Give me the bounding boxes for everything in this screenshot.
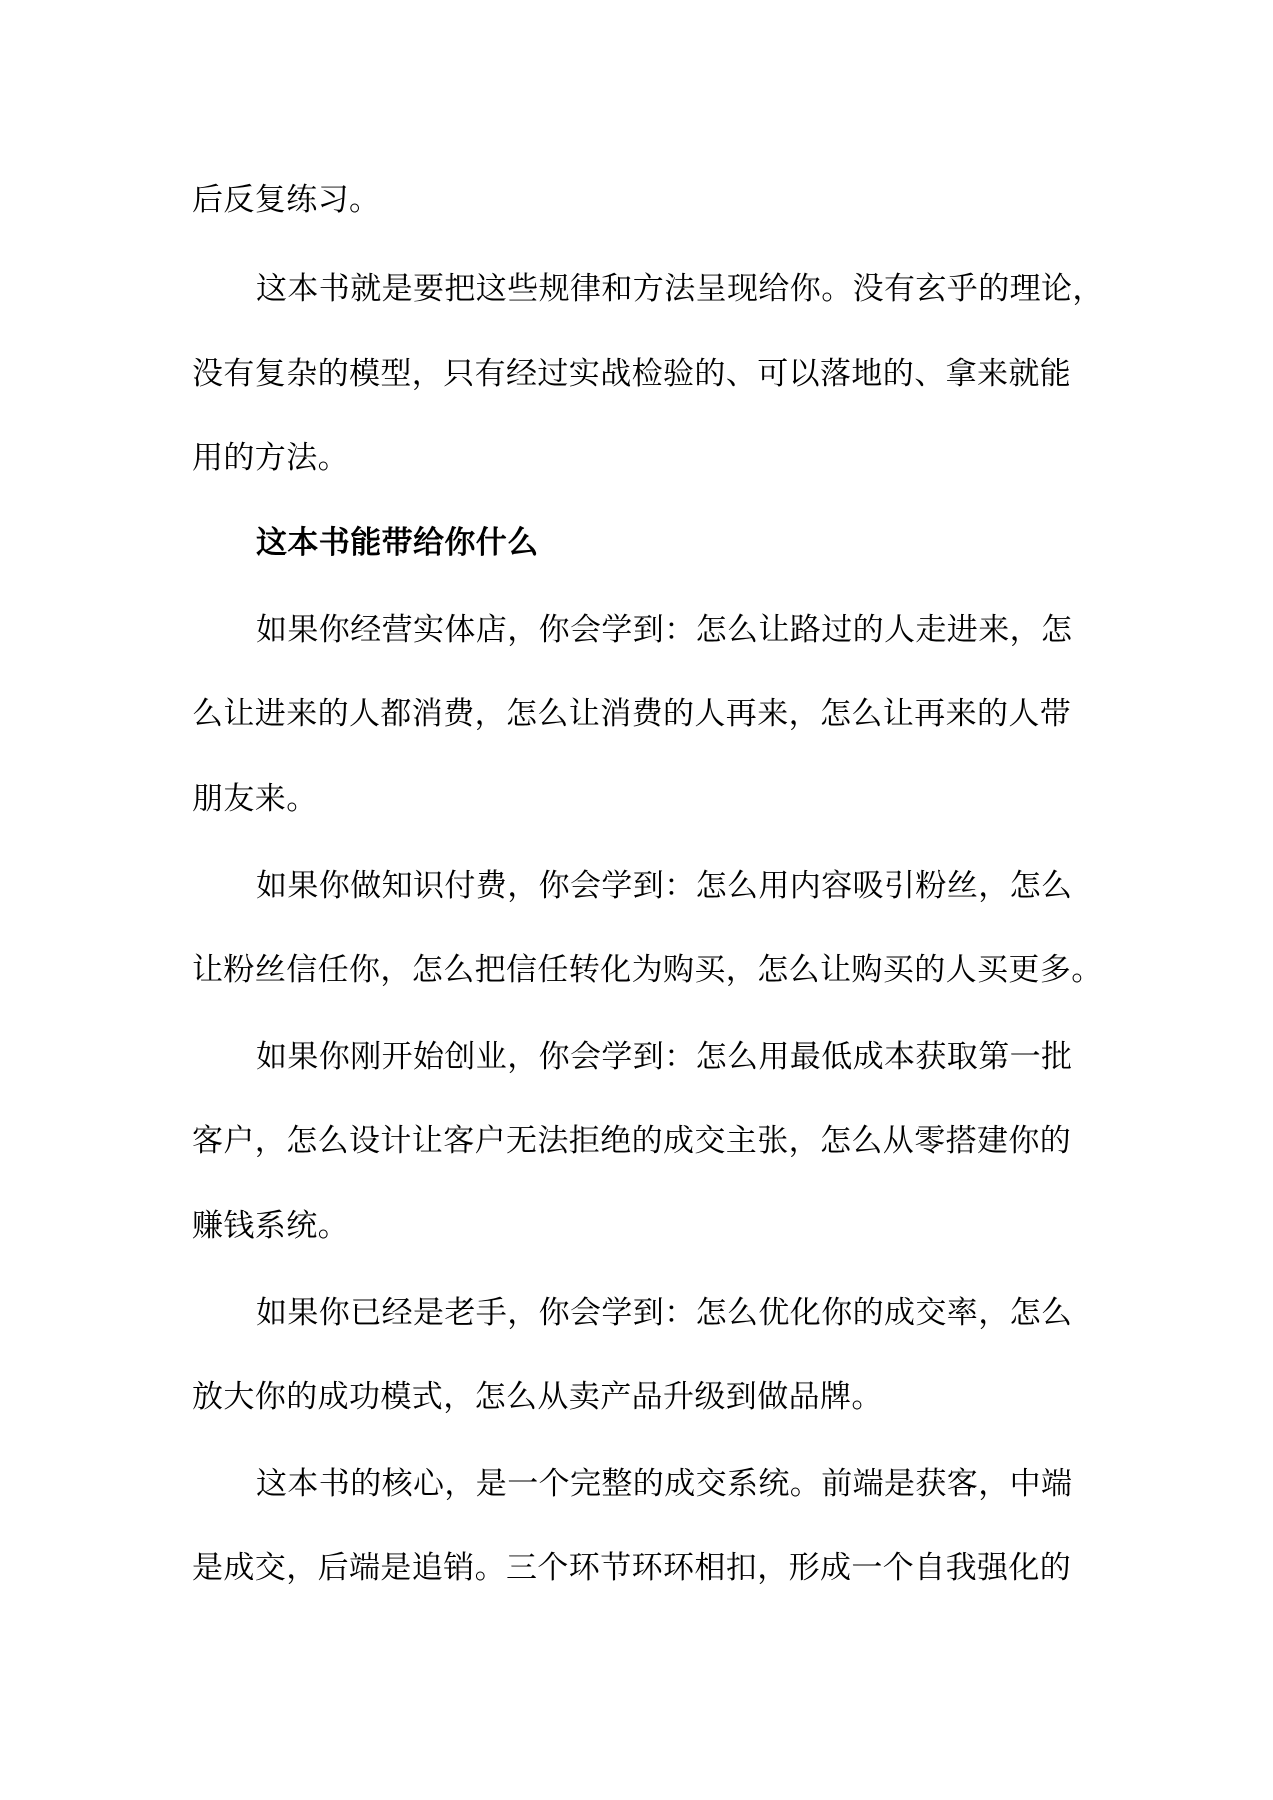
paragraph-line: 这本书就是要把这些规律和方法呈现给你。没有玄乎的理论，: [256, 271, 1104, 307]
paragraph-line: 让粉丝信任你，怎么把信任转化为购买，怎么让购买的人买更多。: [192, 952, 1103, 988]
paragraph-line: 是成交，后端是追销。三个环节环环相扣，形成一个自我强化的: [192, 1550, 1072, 1586]
paragraph-line: 如果你经营实体店，你会学到：怎么让路过的人走进来，怎: [256, 612, 1073, 648]
paragraph-line: 如果你做知识付费，你会学到：怎么用内容吸引粉丝，怎么: [256, 868, 1073, 904]
paragraph-line: 朋友来。: [192, 781, 318, 817]
paragraph-line: 这本书的核心，是一个完整的成交系统。前端是获客，中端: [256, 1466, 1073, 1502]
paragraph-line: 赚钱系统。: [192, 1208, 349, 1244]
paragraph-continuation-line: 后反复练习。: [192, 182, 381, 218]
paragraph-line: 如果你刚开始创业，你会学到：怎么用最低成本获取第一批: [256, 1039, 1073, 1075]
paragraph-line: 么让进来的人都消费，怎么让消费的人再来，怎么让再来的人带: [192, 696, 1072, 732]
paragraph-line: 如果你已经是老手，你会学到：怎么优化你的成交率，怎么: [256, 1295, 1073, 1331]
paragraph-line: 客户，怎么设计让客户无法拒绝的成交主张，怎么从零搭建你的: [192, 1123, 1072, 1159]
section-heading: 这本书能带给你什么: [256, 525, 539, 561]
paragraph-line: 没有复杂的模型，只有经过实战检验的、可以落地的、拿来就能: [192, 356, 1072, 392]
paragraph-line: 放大你的成功模式，怎么从卖产品升级到做品牌。: [192, 1379, 883, 1415]
paragraph-line: 用的方法。: [192, 440, 349, 476]
